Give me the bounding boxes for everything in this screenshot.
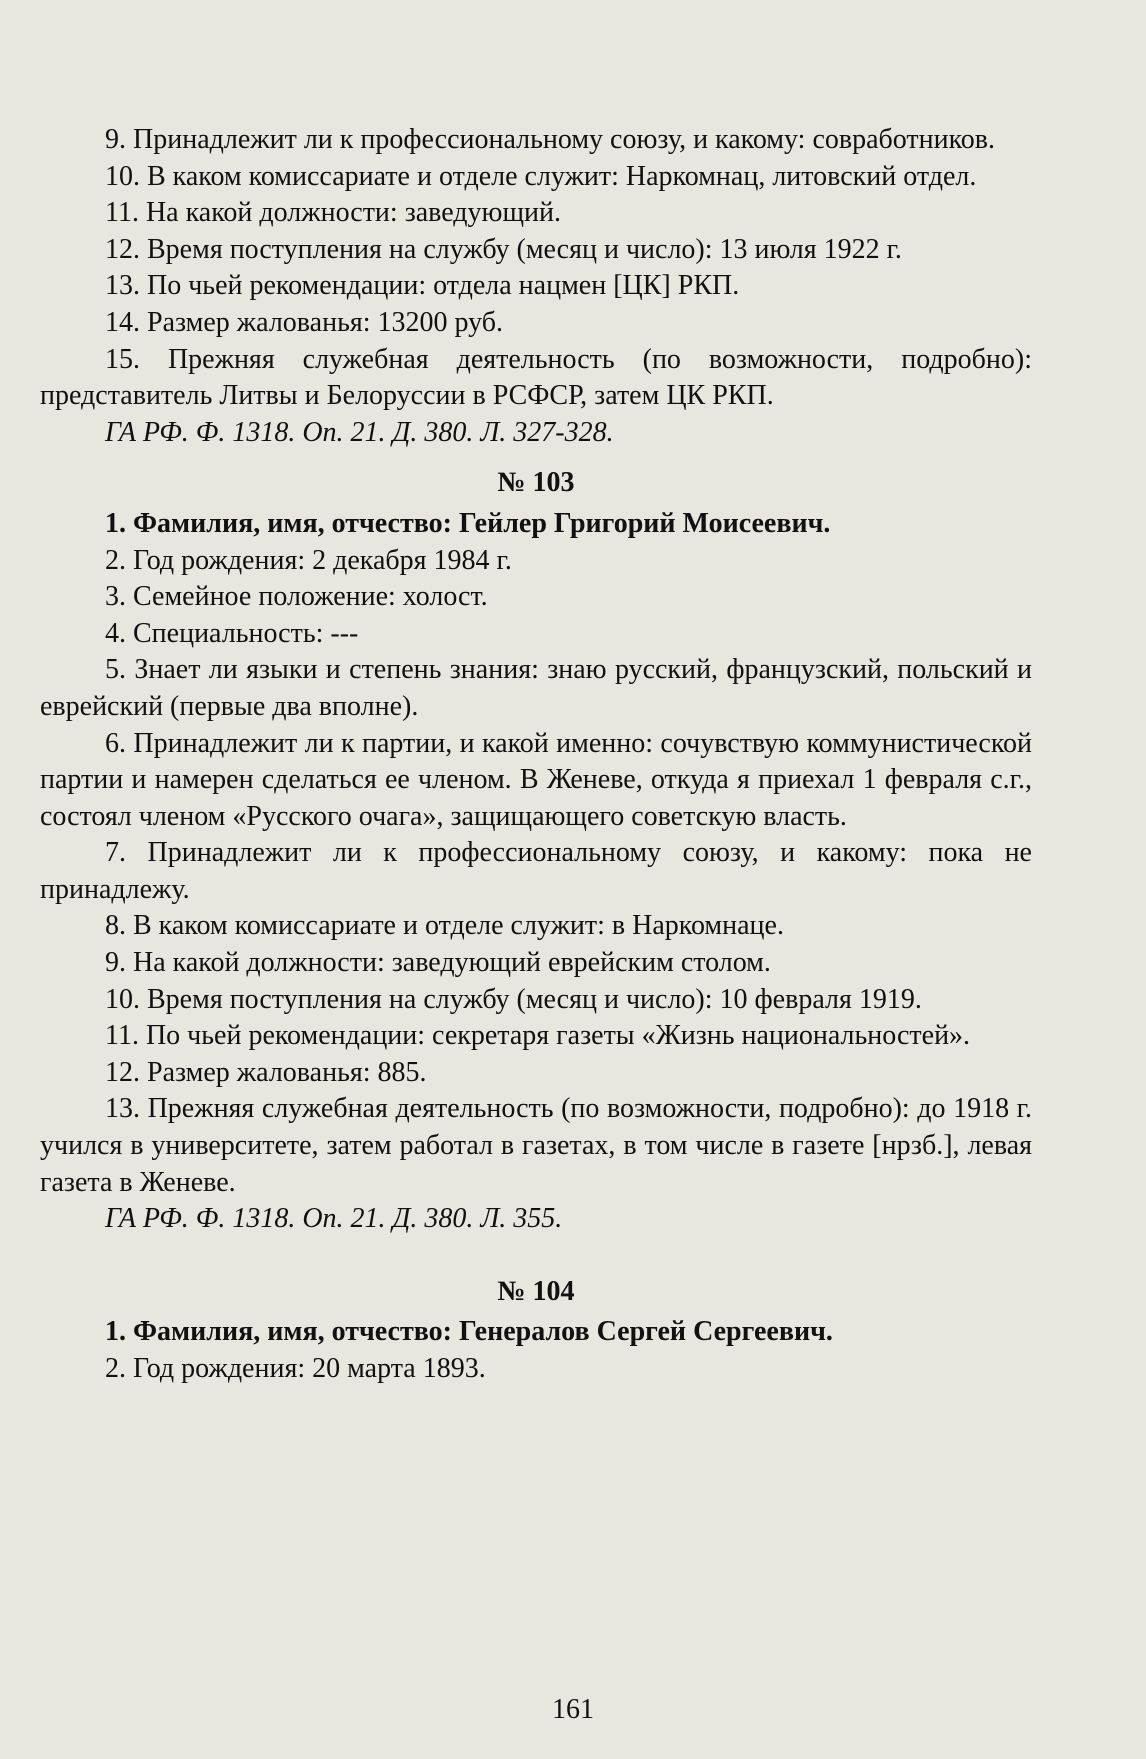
archive-citation: ГА РФ. Ф. 1318. Оп. 21. Д. 380. Л. 355.	[105, 1203, 563, 1235]
entry-heading-103: № 103	[497, 467, 575, 499]
entry-103-line: 3. Семейное положение: холост.	[105, 581, 488, 613]
item-15-previous-activity: 15. Прежняя служебная деятельность (по возможности, подробно): представитель Литвы и Белоруссии в РСФСР, затем ЦК РКП.	[40, 343, 1032, 412]
entry-103-line: 7. Принадлежит ли к профессиональному союзу, и какому: пока не принадлежу.	[40, 837, 1032, 905]
entry-103-name: 1. Фамилия, имя, отчество: Гейлер Григорий Моисеевич.	[105, 507, 831, 539]
archive-citation: ГА РФ. Ф. 1318. Оп. 21. Д. 380. Л. 327-328.	[105, 416, 614, 448]
entry-103-line: 6. Принадлежит ли к партии, и какой именно: сочувствую коммунистической партии и намерен сделаться ее членом. В Женеве, откуда я приехал 1 февраля с.г., состоял членом «Русского очага», защищающего советскую власть.	[40, 727, 1032, 832]
entry-103-line: 13. Прежняя служебная деятельность (по возможности, подробно): до 1918 г. учился в университете, затем работал в газетах, в том числе в газете [нрзб.], левая газета в Женеве.	[40, 1093, 1032, 1198]
entry-103-line: 4. Специальность: ---	[105, 617, 359, 649]
item-13-recommendation: 13. По чьей рекомендации: отдела нацмен [ЦК] РКП.	[105, 270, 740, 302]
entry-104-line: 2. Год рождения: 20 марта 1893.	[105, 1353, 486, 1384]
entry-103-line: 9. На какой должности: заведующий еврейским столом.	[105, 947, 771, 979]
entry-103-line: 12. Размер жалованья: 885.	[105, 1056, 427, 1088]
item-14-salary: 14. Размер жалованья: 13200 руб.	[105, 306, 504, 338]
entry-heading-104: № 104	[497, 1275, 575, 1307]
entry-103-line: 2. Год рождения: 2 декабря 1984 г.	[105, 544, 512, 576]
page-number: 161	[552, 1694, 594, 1725]
item-9-union: 9. Принадлежит ли к профессиональному союзу, и какому: совработников.	[105, 124, 995, 155]
item-11-position: 11. На какой должности: заведующий.	[105, 197, 561, 229]
entry-103-line: 11. По чьей рекомендации: секретаря газеты «Жизнь национальностей».	[105, 1020, 971, 1052]
entry-103-line: 8. В каком комиссариате и отделе служит: в Наркомнаце.	[105, 910, 784, 942]
page-body	[40, 122, 1032, 1388]
entry-103-line: 5. Знает ли языки и степень знания: знаю русский, французский, польский и еврейский (первые два вполне).	[40, 654, 1032, 722]
entry-103-line: 10. Время поступления на службу (месяц и число): 10 февраля 1919.	[105, 983, 922, 1015]
item-10-commissariat: 10. В каком комиссариате и отделе служит: Наркомнац, литовский отдел.	[105, 160, 977, 192]
item-12-start-date: 12. Время поступления на службу (месяц и число): 13 июля 1922 г.	[105, 233, 902, 265]
entry-104-name: 1. Фамилия, имя, отчество: Генералов Сергей Сергеевич.	[105, 1316, 833, 1348]
